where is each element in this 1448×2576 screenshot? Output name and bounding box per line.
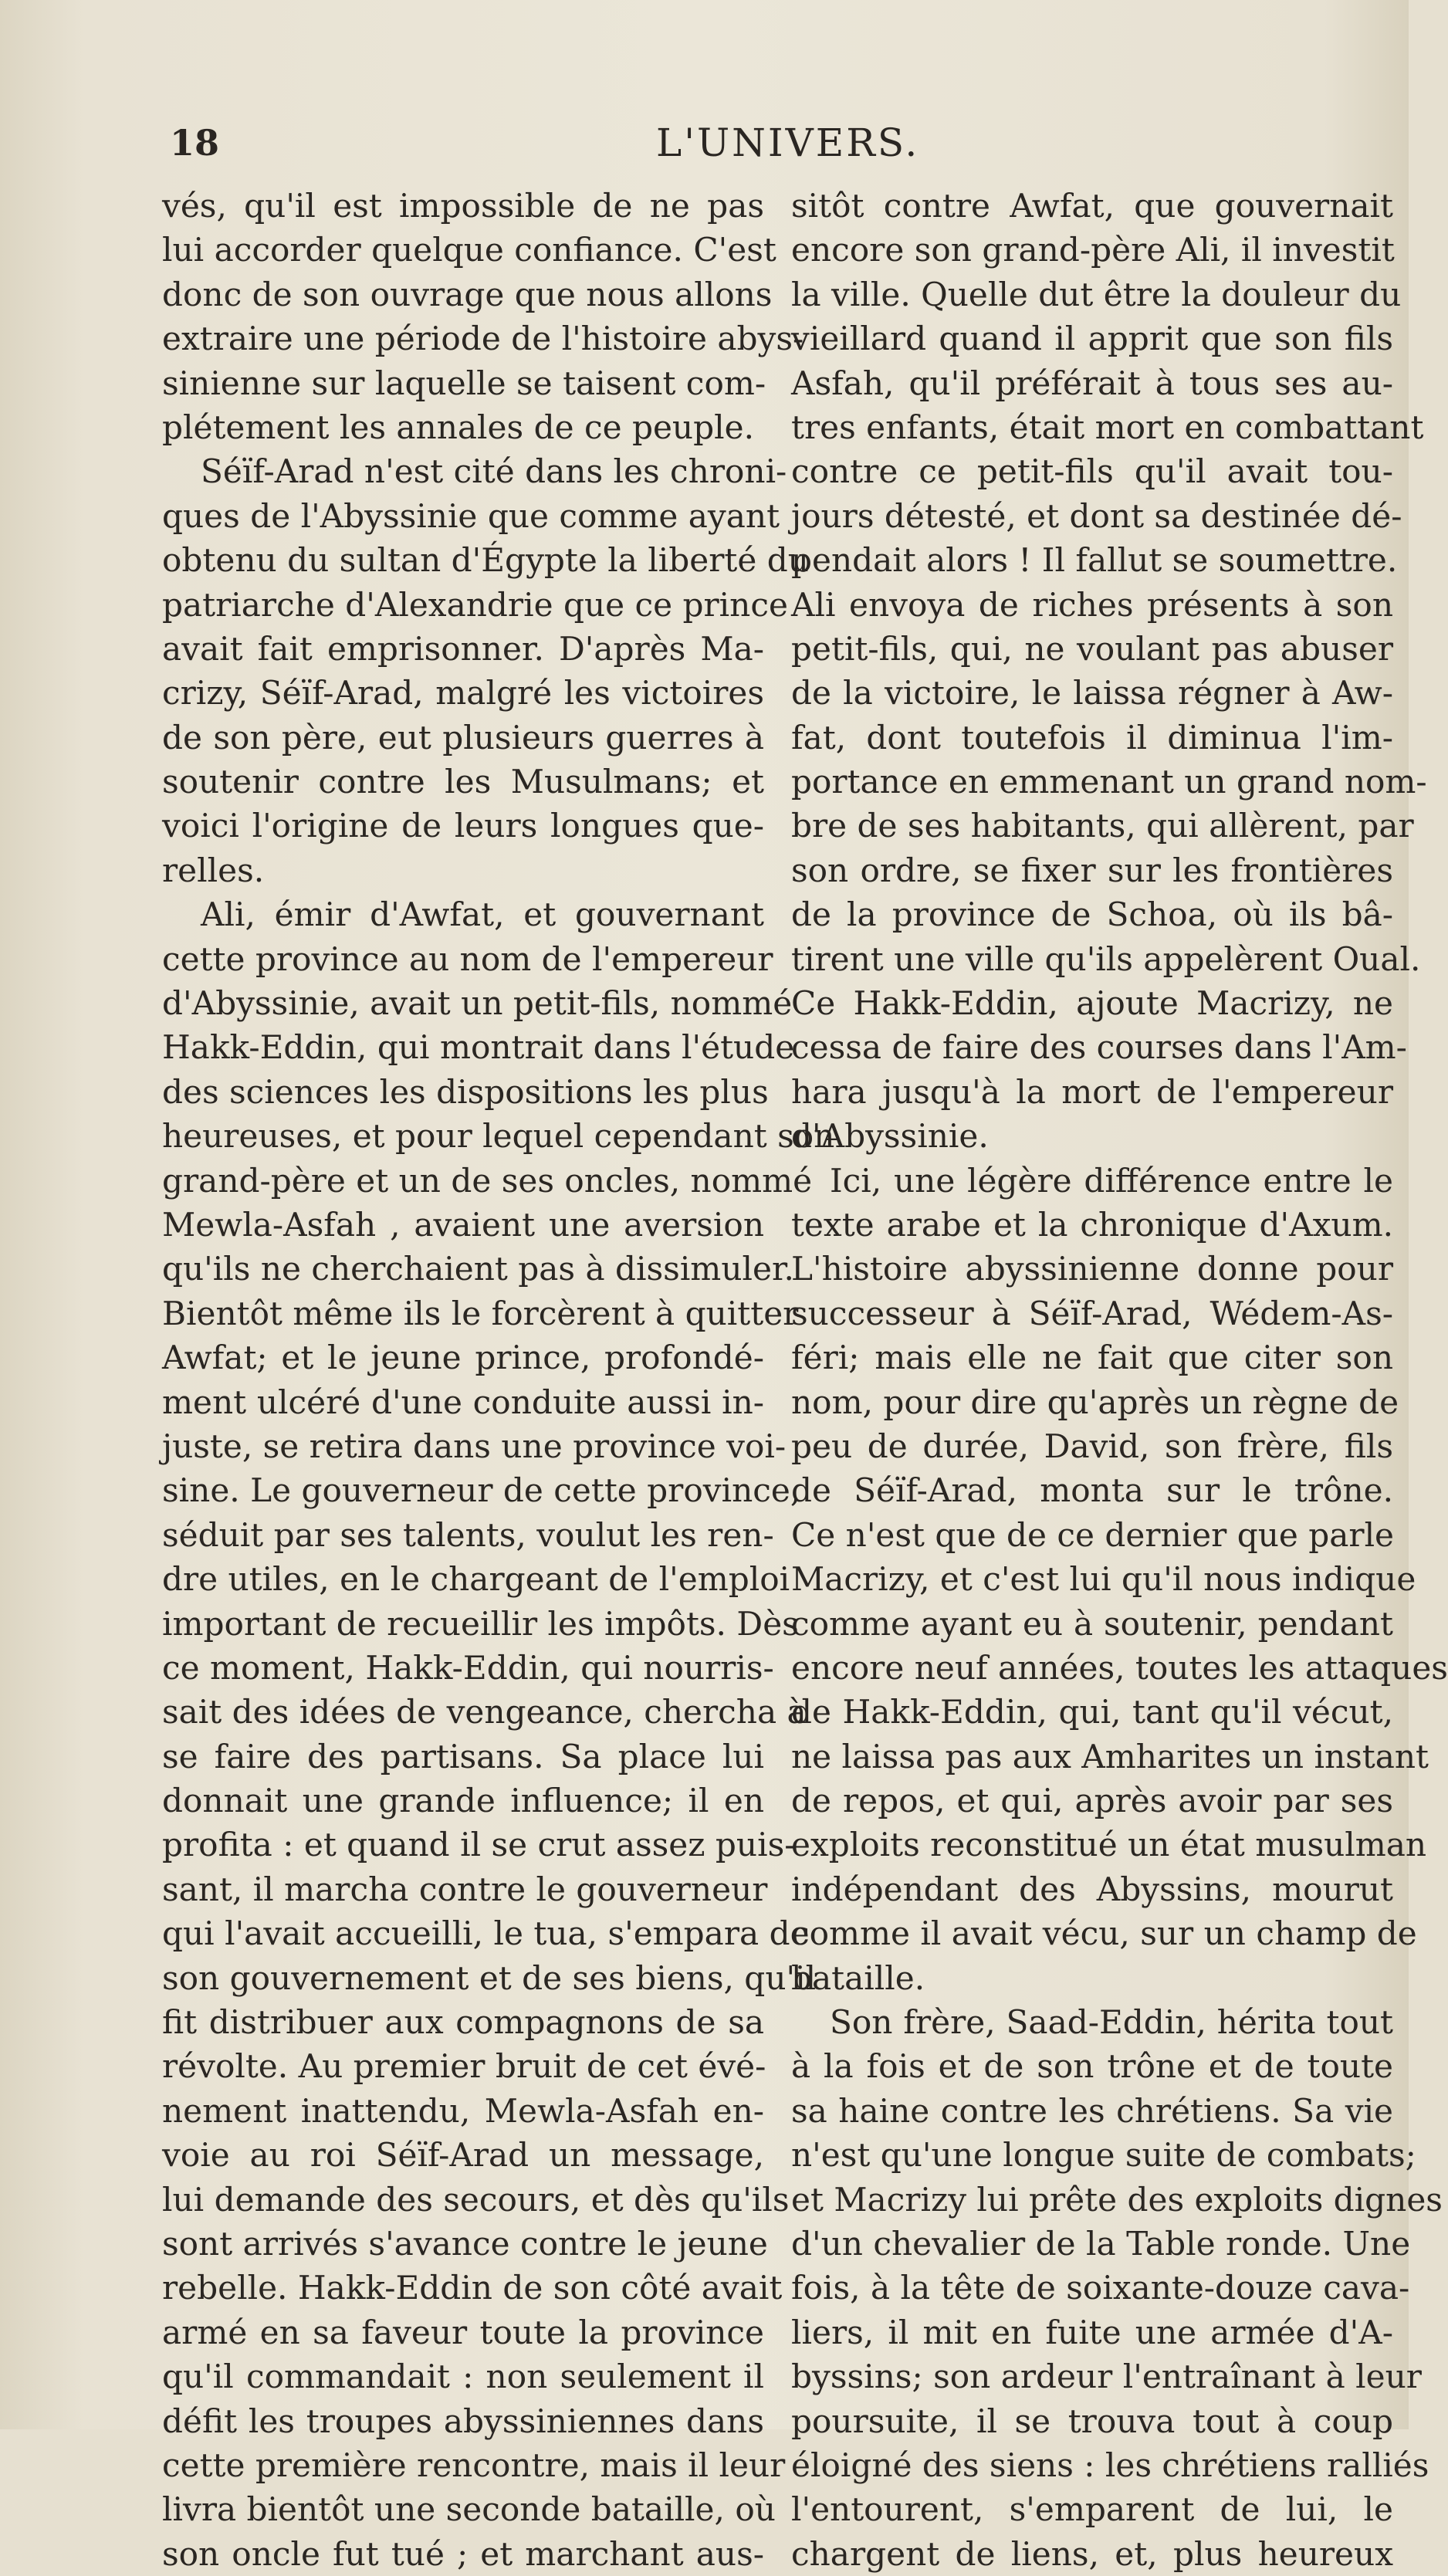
text-line: donc de son ouvrage que nous allons xyxy=(162,275,773,313)
text-line: d'Abyssinie, avait un petit-fils, nommé xyxy=(162,984,793,1023)
text-line: de Hakk-Eddin, qui, tant qu'il vécut, xyxy=(791,1693,1393,1731)
text-line: Hakk-Eddin, qui montrait dans l'étude xyxy=(162,1028,795,1067)
text-line: sine. Le gouverneur de cette province, xyxy=(162,1471,801,1510)
text-line: sitôt contre Awfat, que gouvernait xyxy=(791,187,1393,225)
text-line: lui accorder quelque confiance. C'est xyxy=(162,231,776,269)
text-line: plétement les annales de ce peuple. xyxy=(162,408,754,446)
text-line: nom, pour dire qu'après un règne de xyxy=(791,1383,1399,1421)
text-line: vés, qu'il est impossible de ne pas xyxy=(162,187,764,225)
text-line: Bientôt même ils le forcèrent à quitter xyxy=(162,1294,799,1332)
text-line: tres enfants, était mort en combattant xyxy=(791,408,1424,446)
text-line: jours détesté, et dont sa destinée dé- xyxy=(791,496,1402,535)
text-line: pendait alors ! Il fallut se soumettre. xyxy=(791,541,1398,580)
text-line: Ali, émir d'Awfat, et gouvernant xyxy=(201,895,764,934)
text-line: son ordre, se fixer sur les frontières xyxy=(791,851,1393,889)
text-line: cette première rencontre, mais il leur xyxy=(162,2446,786,2484)
text-line: qu'ils ne cherchaient pas à dissimuler. xyxy=(162,1250,794,1288)
text-line: texte arabe et la chronique d'Axum. xyxy=(791,1205,1393,1244)
text-line: ne laissa pas aux Amharites un instant xyxy=(791,1737,1429,1775)
text-line: son oncle fut tué ; et marchant aus- xyxy=(162,2534,764,2573)
text-line: extraire une période de l'histoire abys- xyxy=(162,320,804,358)
text-line: contre ce petit-fils qu'il avait tou- xyxy=(791,452,1393,491)
text-line: lui demande des secours, et dès qu'ils xyxy=(162,2180,790,2219)
text-line: donnait une grande influence; il en xyxy=(162,1782,764,1820)
text-line: de son père, eut plusieurs guerres à xyxy=(162,718,764,757)
text-line: avait fait emprisonner. D'après Ma- xyxy=(162,629,764,668)
text-line: la ville. Quelle dut être la douleur du xyxy=(791,275,1402,313)
text-line: Macrizy, et c'est lui qu'il nous indique xyxy=(791,1560,1416,1599)
text-line: crizy, Séïf-Arad, malgré les victoires xyxy=(162,674,764,713)
text-line: poursuite, il se trouva tout à coup xyxy=(791,2402,1393,2440)
text-line: sant, il marcha contre le gouverneur xyxy=(162,1870,768,1908)
page-header xyxy=(170,116,1389,170)
text-line: voie au roi Séïf-Arad un message, xyxy=(162,2136,764,2175)
text-line: vieillard quand il apprit que son fils xyxy=(791,320,1393,358)
text-line: dre utiles, en le chargeant de l'emploi xyxy=(162,1560,790,1599)
text-line: son gouvernement et de ses biens, qu'il xyxy=(162,1958,817,1997)
text-line: bataille. xyxy=(791,1958,925,1997)
text-line: Mewla-Asfah , avaient une aversion xyxy=(162,1205,764,1244)
text-line: heureuses, et pour lequel cependant son xyxy=(162,1117,835,1156)
text-line: indépendant des Abyssins, mourut xyxy=(791,1870,1393,1908)
text-line: tirent une ville qu'ils appelèrent Oual. xyxy=(791,939,1421,978)
text-line: sinienne sur laquelle se taisent com- xyxy=(162,364,766,402)
text-line: de la province de Schoa, où ils bâ- xyxy=(791,895,1393,934)
text-line: qu'il commandait : non seulement il xyxy=(162,2358,764,2396)
text-line: nement inattendu, Mewla-Asfah en- xyxy=(162,2091,764,2130)
text-line: liers, il mit en fuite une armée d'A- xyxy=(791,2313,1393,2351)
text-line: révolte. Au premier bruit de cet évé- xyxy=(162,2047,766,2086)
text-line: d'un chevalier de la Table ronde. Une xyxy=(791,2224,1411,2263)
text-line: à la fois et de son trône et de toute xyxy=(791,2047,1393,2086)
text-line: n'est qu'une longue suite de combats; xyxy=(791,2136,1416,2175)
text-line: d'Abyssinie. xyxy=(791,1117,989,1156)
text-line: encore son grand-père Ali, il investit xyxy=(791,231,1395,269)
text-line: fit distribuer aux compagnons de sa xyxy=(162,2003,764,2042)
text-line: de la victoire, le laissa régner à Aw- xyxy=(791,674,1393,713)
text-line: ques de l'Abyssinie que comme ayant xyxy=(162,496,780,535)
text-line: encore neuf années, toutes les attaques xyxy=(791,1648,1448,1687)
text-line: peu de durée, David, son frère, fils xyxy=(791,1427,1393,1465)
text-line: Asfah, qu'il préférait à tous ses au- xyxy=(791,364,1393,402)
page-number: 18 xyxy=(170,122,220,164)
text-line: hara jusqu'à la mort de l'empereur xyxy=(791,1072,1393,1111)
right-text-column xyxy=(791,184,1448,2576)
text-line: Awfat; et le jeune prince, profondé- xyxy=(162,1339,764,1377)
text-line: Ici, une légère différence entre le xyxy=(830,1161,1393,1200)
text-line: Son frère, Saad-Eddin, hérita tout xyxy=(830,2003,1393,2042)
text-line: L'histoire abyssinienne donne pour xyxy=(791,1250,1393,1288)
text-line: fat, dont toutefois il diminua l'im- xyxy=(791,718,1393,757)
text-line: petit-fils, qui, ne voulant pas abuser xyxy=(791,629,1393,668)
text-line: exploits reconstitué un état musulman xyxy=(791,1826,1427,1864)
text-line: byssins; son ardeur l'entraînant à leur xyxy=(791,2358,1422,2396)
text-line: sa haine contre les chrétiens. Sa vie xyxy=(791,2091,1393,2130)
text-line: rebelle. Hakk-Eddin de son côté avait xyxy=(162,2269,783,2307)
text-line: fois, à la tête de soixante-douze cava- xyxy=(791,2269,1410,2307)
text-line: qui l'avait accueilli, le tua, s'empara de xyxy=(162,1914,810,1953)
text-line: livra bientôt une seconde bataille, où xyxy=(162,2490,776,2529)
text-line: obtenu du sultan d'Égypte la liberté du xyxy=(162,541,809,580)
text-line: ce moment, Hakk-Eddin, qui nourris- xyxy=(162,1648,774,1687)
text-line: successeur à Séïf-Arad, Wédem-As- xyxy=(791,1294,1393,1332)
text-line: portance en emmenant un grand nom- xyxy=(791,763,1427,801)
text-line: juste, se retira dans une province voi- xyxy=(162,1427,787,1465)
text-line: chargent de liens, et, plus heureux xyxy=(791,2534,1393,2573)
text-line: comme ayant eu à soutenir, pendant xyxy=(791,1604,1393,1643)
text-line: féri; mais elle ne fait que citer son xyxy=(791,1339,1393,1377)
running-title: L'UNIVERS. xyxy=(656,120,920,165)
text-line: relles. xyxy=(162,851,265,889)
text-line: soutenir contre les Musulmans; et xyxy=(162,763,764,801)
text-line: sait des idées de vengeance, chercha à xyxy=(162,1693,807,1731)
text-line: séduit par ses talents, voulut les ren- xyxy=(162,1515,774,1554)
text-line: Ce Hakk-Eddin, ajoute Macrizy, ne xyxy=(791,984,1393,1023)
text-line: et Macrizy lui prête des exploits dignes xyxy=(791,2180,1443,2219)
text-line: voici l'origine de leurs longues que- xyxy=(162,807,764,845)
left-text-column xyxy=(162,184,835,2576)
text-line: sont arrivés s'avance contre le jeune xyxy=(162,2224,768,2263)
text-line: de repos, et qui, après avoir par ses xyxy=(791,1782,1393,1820)
text-line: éloigné des siens : les chrétiens ralliés xyxy=(791,2446,1429,2484)
text-line: se faire des partisans. Sa place lui xyxy=(162,1737,764,1775)
text-line: ment ulcéré d'une conduite aussi in- xyxy=(162,1383,764,1421)
text-line: des sciences les dispositions les plus xyxy=(162,1072,769,1111)
text-line: grand-père et un de ses oncles, nommé xyxy=(162,1161,813,1200)
text-line: cette province au nom de l'empereur xyxy=(162,939,773,978)
text-line: armé en sa faveur toute la province xyxy=(162,2313,764,2351)
text-line: Ali envoya de riches présents à son xyxy=(791,585,1393,624)
text-line: Ce n'est que de ce dernier que parle xyxy=(791,1515,1395,1554)
text-line: bre de ses habitants, qui allèrent, par xyxy=(791,807,1414,845)
text-line: patriarche d'Alexandrie que ce prince xyxy=(162,585,788,624)
text-line: important de recueillir les impôts. Dès xyxy=(162,1604,799,1643)
text-line: défit les troupes abyssiniennes dans xyxy=(162,2402,764,2440)
text-line: l'entourent, s'emparent de lui, le xyxy=(791,2490,1393,2529)
text-line: cessa de faire des courses dans l'Am- xyxy=(791,1028,1407,1067)
text-line: Séïf-Arad n'est cité dans les chroni- xyxy=(201,452,787,491)
text-line: comme il avait vécu, sur un champ de xyxy=(791,1914,1417,1953)
text-line: profita : et quand il se crut assez puis- xyxy=(162,1826,796,1864)
text-line: de Séïf-Arad, monta sur le trône. xyxy=(791,1471,1393,1510)
